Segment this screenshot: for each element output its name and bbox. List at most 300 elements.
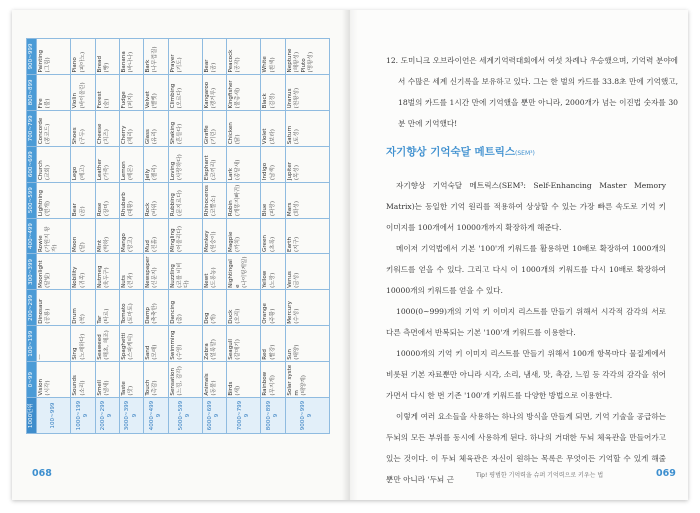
table-cell xyxy=(37,110,71,146)
cell-korean: (냄새) xyxy=(103,380,110,396)
table-cell xyxy=(95,362,119,398)
cell-korean: (장미) xyxy=(103,200,110,217)
cell-korean: (태양계) xyxy=(300,375,307,396)
cell-english: Chicken xyxy=(228,122,235,145)
table-cell xyxy=(285,146,329,182)
table-row xyxy=(168,39,202,434)
table-cell xyxy=(144,146,168,182)
cell-english: Lark xyxy=(228,168,235,181)
cell-english: Moon xyxy=(72,236,79,252)
cell-english: Elephant xyxy=(203,155,210,181)
row-header: 9000~9999 xyxy=(285,398,329,434)
table-frame xyxy=(26,38,330,434)
cell-korean: (수성) xyxy=(293,308,300,324)
cell-korean: (문지르다) xyxy=(176,190,183,217)
cell-english: Seagull xyxy=(228,339,235,360)
cell-korean: (벨벳) xyxy=(152,93,159,109)
table-cell xyxy=(168,74,202,110)
row-header: 7000~7999 xyxy=(227,398,261,434)
cell-korean: (해왕성) xyxy=(293,51,300,73)
table-cell xyxy=(227,146,261,182)
cell-korean: (가죽) xyxy=(103,164,110,181)
cell-korean: (검정) xyxy=(269,93,276,109)
cell-english: Sand xyxy=(145,345,152,360)
cell-english: ㅡ xyxy=(38,354,45,360)
cell-korean: (나무껍질) xyxy=(152,46,159,73)
table-cell xyxy=(144,74,168,110)
cell-korean: (오리) xyxy=(235,308,242,324)
cell-korean: (기린) xyxy=(210,129,217,145)
cell-english: Dancing xyxy=(169,300,176,324)
table-cell xyxy=(95,146,119,182)
cell-korean: (느낌, 감각) xyxy=(176,366,183,396)
table-cell xyxy=(285,74,329,110)
table-cell xyxy=(37,39,71,75)
table-cell xyxy=(202,39,226,75)
cell-korean: (곰) xyxy=(79,206,86,217)
cell-english: Rhubarb xyxy=(120,192,127,217)
cell-english: Mercury xyxy=(286,301,293,324)
cell-korean: (파랑) xyxy=(269,200,276,217)
table-cell xyxy=(285,218,329,254)
row-header: 100~999 xyxy=(37,398,71,434)
table-cell xyxy=(202,218,226,254)
cell-korean: (명왕성) xyxy=(308,51,315,73)
row-header: 4000~4999 xyxy=(144,398,168,434)
cell-korean: (나이팅게일) xyxy=(242,256,249,288)
cell-english: Climbing xyxy=(169,83,176,109)
cell-english: Mud xyxy=(145,240,152,252)
cell-korean: (지구) xyxy=(293,236,300,252)
column-header: 600~699 xyxy=(27,146,37,182)
cell-english: Velvet xyxy=(145,91,152,109)
cell-english: Saturn xyxy=(286,125,293,145)
cell-english: Jelly xyxy=(145,168,152,181)
paragraph: 이렇게 여러 요소들을 사용하는 하나의 방식을 만들게 되면, 기억 기술을 공급하는 두뇌의 모든 부위를 동시에 사용하게 된다. 하나의 거대한 두뇌 체육관을 만들어가고 있는 것이다. 이 두뇌 체육관은 자신이 원하는 목록은 무엇이든 기억할 수 있게 해줄 뿐만 아니라 '두뇌 근 xyxy=(386,412,666,484)
table-cell xyxy=(168,326,202,362)
cell-english: Jupiter xyxy=(286,161,293,181)
table-cell xyxy=(37,254,71,290)
table-cell xyxy=(119,218,143,254)
cell-korean: (코를 비비다) xyxy=(176,262,190,288)
cell-korean: (촉감) xyxy=(152,380,159,396)
table-cell xyxy=(261,110,285,146)
table-cell xyxy=(261,254,285,290)
cell-english: Nobility xyxy=(72,266,79,288)
cell-english: Green xyxy=(262,235,269,252)
cell-korean: (바나나) xyxy=(128,51,135,73)
table-cell xyxy=(119,362,143,398)
cell-korean: (남색) xyxy=(269,164,276,181)
paragraph: 1000(0~999)개의 기억 키 이미지 리스트를 만들기 위해서 시각적 감각의 서로 다른 측면에서 반복되는 기본 '100'개 키워드를 이용한다. xyxy=(386,307,666,337)
paragraph: 10000개의 기억 키 이미지 리스트를 만들기 위해서 100개 항목마다 물질계에서 비롯된 기본 자료뿐만 아니라 시각, 소리, 냄새, 맛, 촉감, 느낌 등 각각의 감각을 섞어가면서 다시 한 번 기존 '100'개 키워드를 다양한 방법으로 이용한다. xyxy=(386,349,666,400)
cell-korean: (젤리) xyxy=(152,164,159,181)
cell-english: Touch xyxy=(145,379,152,396)
cell-english: Mingling xyxy=(169,228,176,252)
row-header: 1000~1999 xyxy=(71,398,95,434)
table-cell xyxy=(227,74,261,110)
table-cell xyxy=(202,74,226,110)
cell-korean: (바위) xyxy=(152,200,159,217)
table-cell xyxy=(227,254,261,290)
cell-english: Sounds xyxy=(72,375,79,396)
table-cell xyxy=(144,290,168,326)
row-header: 5000~5999 xyxy=(168,398,202,434)
table-cell xyxy=(168,362,202,398)
cell-english: Spaghetti xyxy=(120,332,127,360)
cell-english: Church xyxy=(38,160,45,181)
cell-english: Cheese xyxy=(96,123,103,145)
table-cell xyxy=(37,146,71,182)
table-cell xyxy=(71,74,95,110)
cell-english: Loving xyxy=(169,161,176,181)
column-header: 900~999 xyxy=(27,39,37,75)
table-row xyxy=(37,39,71,434)
cell-english: Giraffe xyxy=(203,125,210,145)
table-cell xyxy=(261,326,285,362)
table-cell xyxy=(285,362,329,398)
cell-korean: (그림) xyxy=(45,57,52,73)
section-heading-suffix: (SEM³) xyxy=(515,150,535,157)
cell-english: Bread xyxy=(96,56,103,73)
cell-english: Newt xyxy=(203,273,210,288)
cell-korean: (수영) xyxy=(176,344,183,360)
table-cell xyxy=(71,146,95,182)
table-row xyxy=(261,39,285,434)
book-spread xyxy=(12,10,688,500)
cell-english: Kangaroo xyxy=(203,81,210,109)
cell-english: Bear xyxy=(203,59,210,73)
table-row xyxy=(71,39,95,434)
table-body xyxy=(37,39,330,434)
table-cell xyxy=(202,290,226,326)
cell-english: Fire xyxy=(38,98,45,109)
table-row xyxy=(202,39,226,434)
cell-english: Yellow xyxy=(262,270,269,288)
cell-korean: (보라) xyxy=(269,129,276,145)
cell-korean: (오르다) xyxy=(176,87,183,109)
table-cell xyxy=(227,218,261,254)
left-page xyxy=(12,10,350,500)
cell-korean: (공작) xyxy=(235,57,242,73)
cell-english: Lemon xyxy=(120,161,127,181)
cell-korean: (피아노) xyxy=(79,51,86,73)
cell-english: Violin xyxy=(72,93,79,109)
body-text xyxy=(386,175,666,490)
cell-korean: (소리) xyxy=(79,380,86,396)
table-cell xyxy=(119,146,143,182)
cell-korean: (기도) xyxy=(176,57,183,73)
table-cell xyxy=(119,290,143,326)
table-cell xyxy=(37,290,71,326)
page-number-right: 069 xyxy=(656,468,676,479)
cell-korean: (축축한) xyxy=(152,303,159,324)
table-cell xyxy=(168,182,202,218)
cell-korean: (교회) xyxy=(45,164,52,181)
table-cell xyxy=(95,290,119,326)
table-cell xyxy=(285,110,329,146)
table-cell xyxy=(202,146,226,182)
cell-korean: (숲) xyxy=(103,98,110,109)
cell-korean: (종달새) xyxy=(235,159,242,181)
cell-english: Drum xyxy=(72,308,79,324)
note-12: 12. 도미니크 오브라이언은 세계기억력대회에서 여섯 차례나 우승했으며, 기억력 분야에서 수많은 세계 신기록을 보유하고 있다. 그는 한 벌의 카드를 33.8초 만에 기억했고, 18벌의 카드를 1시간 만에 기억했을 뿐만 아니라, 2000개가 넘는 이진법 숫자를 30분 만에 기억했다! xyxy=(386,56,678,128)
cell-english: Robin xyxy=(228,200,235,217)
table-cell xyxy=(119,74,143,110)
cell-english: Dinosaur xyxy=(38,298,45,324)
cell-english: Monkey xyxy=(203,230,210,252)
cell-korean: (시각) xyxy=(45,380,52,396)
cell-english: Nuts xyxy=(120,275,127,288)
table-corner-header: 1000단위 xyxy=(27,398,37,434)
cell-english: Dog xyxy=(203,312,210,324)
table-cell xyxy=(144,182,168,218)
cell-korean: (화성) xyxy=(293,200,300,217)
table-cell xyxy=(119,182,143,218)
cell-english: Newspaper xyxy=(145,256,152,288)
cell-korean: (갈매기) xyxy=(235,339,242,360)
table-row xyxy=(95,39,119,434)
cell-english: Black xyxy=(262,93,269,109)
cell-english: Bark xyxy=(145,59,152,73)
cell-korean: (사랑하다) xyxy=(176,154,183,181)
table-cell xyxy=(168,290,202,326)
cell-korean: (흔들다) xyxy=(176,123,183,145)
table-cell xyxy=(37,218,71,254)
right-page xyxy=(350,10,688,500)
cell-english: Birds xyxy=(228,381,235,396)
table-cell xyxy=(119,39,143,75)
cell-korean: (유리) xyxy=(152,129,159,145)
table-cell xyxy=(95,110,119,146)
table-cell xyxy=(285,290,329,326)
table-cell xyxy=(37,362,71,398)
cell-english: Vision xyxy=(38,378,45,396)
cell-korean: (체리) xyxy=(128,129,135,145)
table-cell xyxy=(261,218,285,254)
cell-korean: (토성) xyxy=(293,129,300,145)
cell-korean: (금성) xyxy=(293,272,300,288)
cell-korean: (춤) xyxy=(176,314,183,324)
cell-english: Rhinoceros xyxy=(203,185,210,217)
cell-english: Moonlight xyxy=(38,260,45,288)
cell-korean: (천왕성) xyxy=(293,87,300,109)
cell-english: Mango xyxy=(120,233,127,252)
cell-korean: (퍼지) xyxy=(128,93,135,109)
table-cell xyxy=(227,182,261,218)
cell-korean: (공룡) xyxy=(45,308,52,324)
cell-english: Peacock xyxy=(228,49,235,73)
cell-korean: (토마토) xyxy=(128,303,135,324)
table-cell xyxy=(37,326,71,362)
cell-korean: (캥거루) xyxy=(210,87,217,109)
column-header: 500~599 xyxy=(27,182,37,218)
cell-korean: (바이올린) xyxy=(79,82,86,109)
cell-english: Blue xyxy=(262,203,269,217)
cell-korean: (동물) xyxy=(210,380,217,396)
cell-korean: (원숭이) xyxy=(210,231,217,252)
cell-korean: (물총새) xyxy=(235,87,242,109)
cell-english: Rose xyxy=(96,202,103,217)
cell-english: Leather xyxy=(96,158,103,181)
table-cell xyxy=(144,110,168,146)
row-header: 8000~8999 xyxy=(261,398,285,434)
cell-english: Mint xyxy=(96,239,103,252)
table-cell xyxy=(119,254,143,290)
cell-korean: (달빛) xyxy=(45,272,52,288)
sem-matrix-table xyxy=(26,38,330,434)
cell-english: Damp xyxy=(145,307,152,324)
cell-korean: (북) xyxy=(79,314,86,324)
table-cell xyxy=(144,362,168,398)
cell-korean: (치즈) xyxy=(103,129,110,145)
cell-korean: (어울리다) xyxy=(176,225,183,252)
cell-english: Swimming xyxy=(169,330,176,360)
cell-korean: (레몬) xyxy=(128,164,135,181)
cell-korean: (초록) xyxy=(269,236,276,252)
cell-korean: (목성) xyxy=(293,164,300,181)
table-cell xyxy=(202,182,226,218)
table-cell xyxy=(227,290,261,326)
column-header: 800~899 xyxy=(27,74,37,110)
table-cell xyxy=(144,218,168,254)
table-row xyxy=(144,39,168,434)
table-cell xyxy=(261,146,285,182)
cell-english: Solar system xyxy=(286,364,300,396)
table-cell xyxy=(285,182,329,218)
cell-korean: (불) xyxy=(45,98,52,109)
table-cell xyxy=(202,254,226,290)
section-heading-title: 자기향상 기억숙달 메트릭스 xyxy=(386,146,516,158)
cell-english: Forest xyxy=(96,91,103,109)
cell-english: Venus xyxy=(286,271,293,288)
cell-korean: (코뿔소) xyxy=(210,195,217,217)
cell-english: Prayer xyxy=(169,54,176,73)
table-cell xyxy=(285,39,329,75)
book-gutter xyxy=(342,10,358,500)
table-cell xyxy=(202,362,226,398)
table-cell xyxy=(227,362,261,398)
cell-english: Cherry xyxy=(120,125,127,145)
cell-korean: (노래하다) xyxy=(79,333,86,360)
cell-english: Indigo xyxy=(262,162,269,181)
cell-korean: (빵) xyxy=(103,62,110,73)
column-header: 100~199 xyxy=(27,326,37,362)
table-row xyxy=(119,39,143,434)
cell-korean: (레고) xyxy=(79,164,86,181)
cell-korean: (얼룩말) xyxy=(210,339,217,360)
cell-korean: (박하) xyxy=(103,236,110,252)
table-cell xyxy=(285,254,329,290)
cell-korean: (스파게티) xyxy=(128,333,135,360)
table-cell xyxy=(119,110,143,146)
cell-english: Orange xyxy=(262,303,269,324)
cell-english: Banana xyxy=(120,51,127,73)
table-cell xyxy=(37,182,71,218)
table-cell xyxy=(227,326,261,362)
cell-korean: (육두구) xyxy=(103,267,110,288)
cell-english: Zebra xyxy=(203,343,210,360)
cell-english: Shoes xyxy=(72,127,79,145)
page-number-left: 068 xyxy=(32,468,52,479)
cell-korean: (주황) xyxy=(269,308,276,324)
cell-english: Sun xyxy=(286,349,293,360)
cell-english: Nuzzling xyxy=(169,264,176,288)
table-cell xyxy=(71,110,95,146)
cell-korean: (콩코드) xyxy=(45,123,52,145)
cell-english: Lightning xyxy=(38,189,45,217)
table-cell xyxy=(95,218,119,254)
table-header-row xyxy=(27,39,37,434)
table-cell xyxy=(261,74,285,110)
cell-korean: (개) xyxy=(210,314,217,324)
table-cell xyxy=(144,326,168,362)
cell-english: Seaweed xyxy=(96,334,103,360)
cell-korean: (빨강) xyxy=(269,344,276,360)
cell-korean: (맛) xyxy=(128,385,135,396)
cell-korean: (도롱뇽) xyxy=(210,267,217,288)
cell-english: Kingfisher xyxy=(228,80,235,109)
column-header: 700~799 xyxy=(27,110,37,146)
table-cell xyxy=(71,218,95,254)
cell-korean: (대황) xyxy=(128,200,135,217)
cell-english: Lego xyxy=(72,166,79,181)
table-row xyxy=(285,39,329,434)
row-header: 3000~3999 xyxy=(119,398,143,434)
table-cell xyxy=(261,39,285,75)
cell-english: Nightingale xyxy=(228,259,242,288)
table-cell xyxy=(227,39,261,75)
cell-korean: (해초, 해조) xyxy=(103,330,110,360)
cell-korean: (견과) xyxy=(128,272,135,288)
table-cell xyxy=(37,74,71,110)
cell-english: Uranus xyxy=(286,88,293,109)
paragraph: 메이저 기억법에서 기본 '100'개 키워드를 활용하면 10배로 확장하여 1000개의 키워드를 얻을 수 있다. 그리고 다시 이 1000개의 키워드를 다시 10배로 확장하여 10000개의 키워드를 얻을 수 있다. xyxy=(386,244,666,295)
table-cell xyxy=(95,182,119,218)
column-header: 200~299 xyxy=(27,290,37,326)
cell-english: Tar xyxy=(96,315,103,324)
cell-english: Earth xyxy=(286,236,293,252)
table-row xyxy=(227,39,261,434)
table-cell xyxy=(168,218,202,254)
cell-english: Tomato xyxy=(120,303,127,324)
table-cell xyxy=(71,182,95,218)
table-cell xyxy=(285,326,329,362)
cell-english: Sensation xyxy=(169,367,176,396)
table-cell xyxy=(261,362,285,398)
cell-english: Pluto xyxy=(300,58,307,73)
cell-english: Rock xyxy=(145,202,152,217)
cell-english: Mars xyxy=(286,202,293,217)
section-heading xyxy=(386,144,535,159)
table-cell xyxy=(144,39,168,75)
cell-english: Shaking xyxy=(169,121,176,145)
running-footer: Tip! 평범한 기억력을 슈퍼 기억력으로 키우는 법 xyxy=(476,472,604,479)
table-cell xyxy=(71,326,95,362)
row-header: 2000~2999 xyxy=(95,398,119,434)
table-cell xyxy=(168,254,202,290)
table-cell xyxy=(119,326,143,362)
cell-korean: (귀족) xyxy=(79,272,86,288)
table-cell xyxy=(227,110,261,146)
cell-korean: (망고) xyxy=(128,236,135,252)
cell-english: Rainbow xyxy=(262,371,269,396)
cell-english: Duck xyxy=(228,309,235,324)
cell-english: Piano xyxy=(72,57,79,73)
cell-korean: (흰색) xyxy=(269,57,276,73)
cell-korean: (개똥지빠귀) xyxy=(235,184,242,217)
column-header: 400~499 xyxy=(27,218,37,254)
